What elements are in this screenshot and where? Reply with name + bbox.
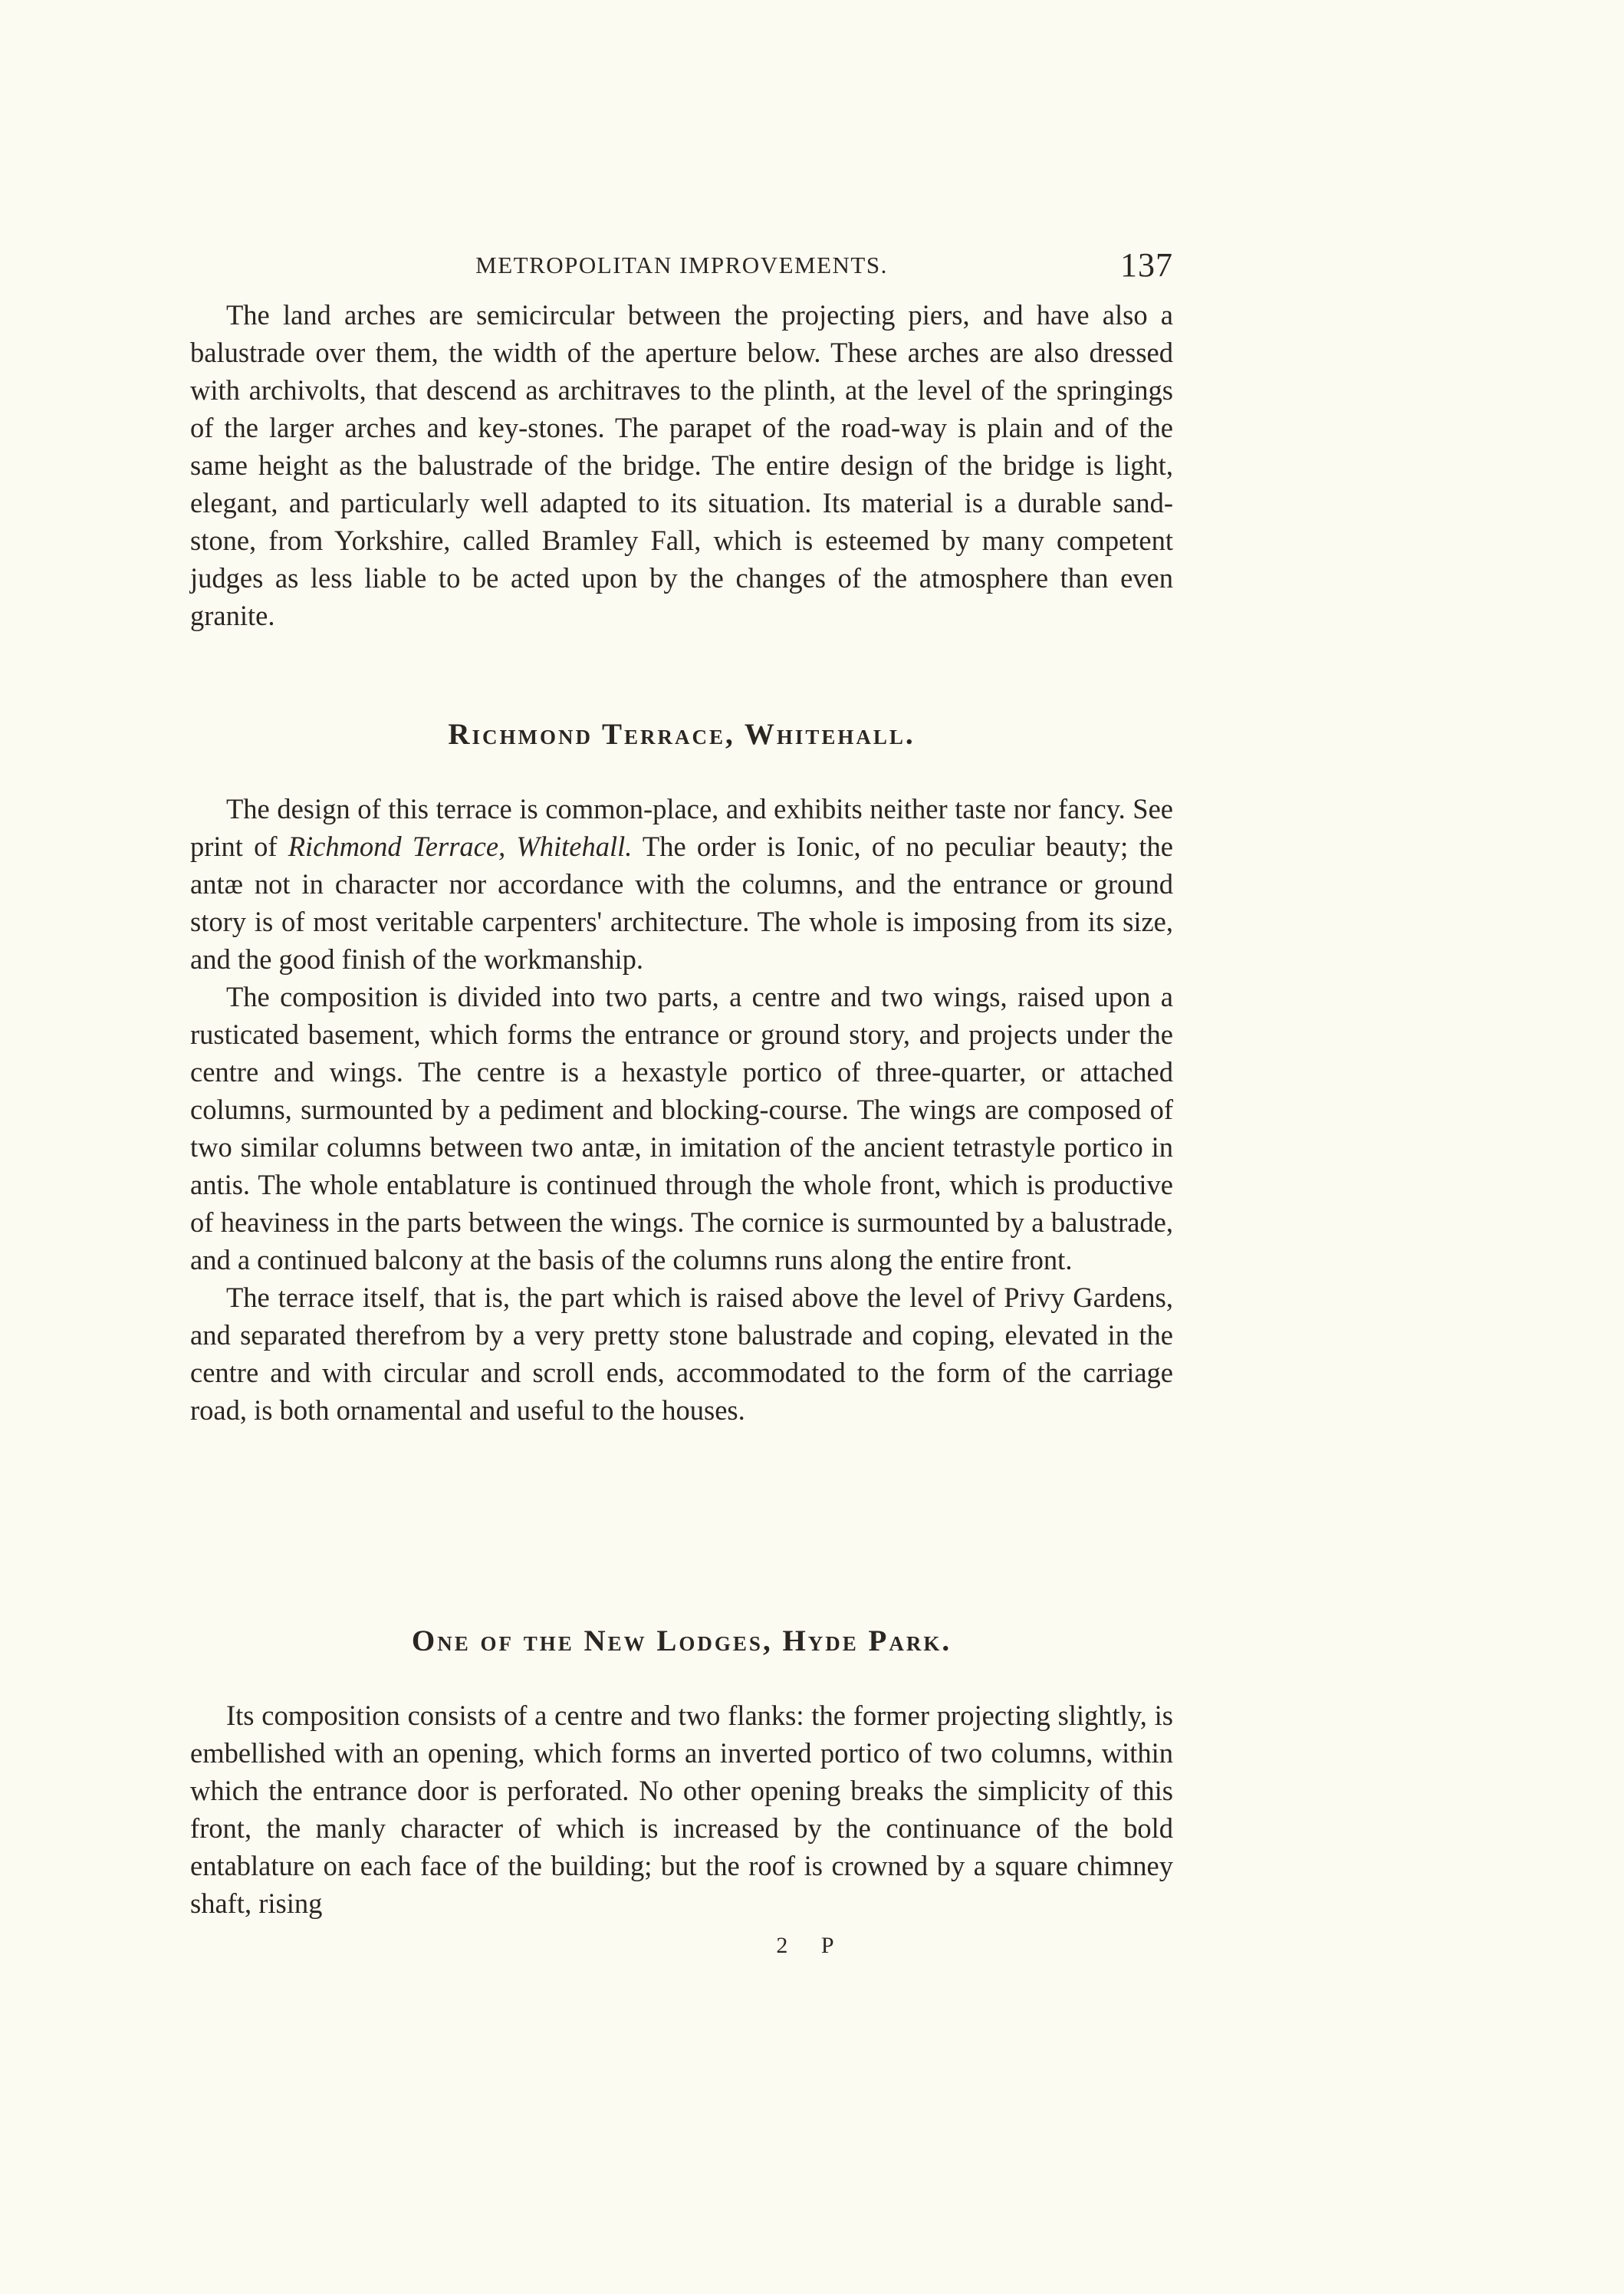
richmond-heading: Richmond Terrace, Whitehall. (448, 718, 916, 751)
bridge-section (190, 296, 1173, 634)
bridge-paragraph: The land arches are semicircular between the projecting piers, and have also a balustrade over them, the width of the aperture below. These arches are also dressed with archivolts, that descend as architraves to the plinth, at the level of the springings of the larger arches and key-stones. The parapet of the road-way is plain and of the same height as the balustrade of the bridge. The entire design of the bridge is light, elegant, and particularly well adapted to its situation. Its material is a durable sand-stone, from Yorkshire, called Bramley Fall, which is esteemed by many competent judges as less liable to be acted upon by the changes of the atmosphere than even granite. (190, 299, 1173, 631)
lodges-paragraph: Its composition consists of a centre and two flanks: the former projecting slightly, is embellished with an opening, which forms an inverted portico of two columns, within which the entrance door is perforated. No other opening breaks the simplicity of this front, the manly character of which is increased by the continuance of the bold entablature on each face of the building; but the roof is crowned by a square chimney shaft, rising (190, 1700, 1173, 1919)
richmond-paragraph-3: The terrace itself, that is, the part which is raised above the level of Privy Gardens, and separated therefrom by a very pretty stone balustrade and coping, elevated in the centre and with circular and scroll ends, accommodated to the form of the carriage road, is both ornamental and useful to the houses. (190, 1282, 1173, 1426)
richmond-p1-text-b: The order is Ionic, of no peculiar beauty; the antæ not in character nor accordance with the columns, and the entrance or ground story is of most veritable carpenters' architecture. The whole is imposing from its size, and the good finish of the workmanship. (190, 831, 1174, 975)
running-title: METROPOLITAN IMPROVEMENTS. (475, 252, 888, 278)
page-number: 137 (1120, 246, 1173, 284)
lodges-heading: One of the New Lodges, Hyde Park. (411, 1624, 952, 1657)
richmond-p1-text-a: The design of this terrace is common-place, and exhibits neither taste nor fancy. See print of (190, 793, 1173, 862)
running-head (190, 245, 1173, 291)
richmond-p1-print-title: Richmond Terrace, Whitehall. (288, 831, 633, 862)
lodges-section (190, 1697, 1173, 1922)
richmond-section (190, 790, 1173, 1429)
richmond-paragraph-1 (190, 790, 1173, 978)
signature-mark: 2 P (776, 1933, 848, 1958)
richmond-paragraph-2: The composition is divided into two parts, a centre and two wings, raised upon a rusticated basement, which forms the entrance or ground story, and projects under the centre and wings. The centre is a hexastyle portico of three-quarter, or attached columns, surmounted by a pediment and blocking-course. The wings are composed of two similar columns between two antæ, in imitation of the ancient tetrastyle portico in antis. The whole entablature is continued through the whole front, which is productive of heaviness in the parts between the wings. The cornice is surmounted by a balustrade, and a continued balcony at the basis of the columns runs along the entire front. (190, 981, 1173, 1275)
